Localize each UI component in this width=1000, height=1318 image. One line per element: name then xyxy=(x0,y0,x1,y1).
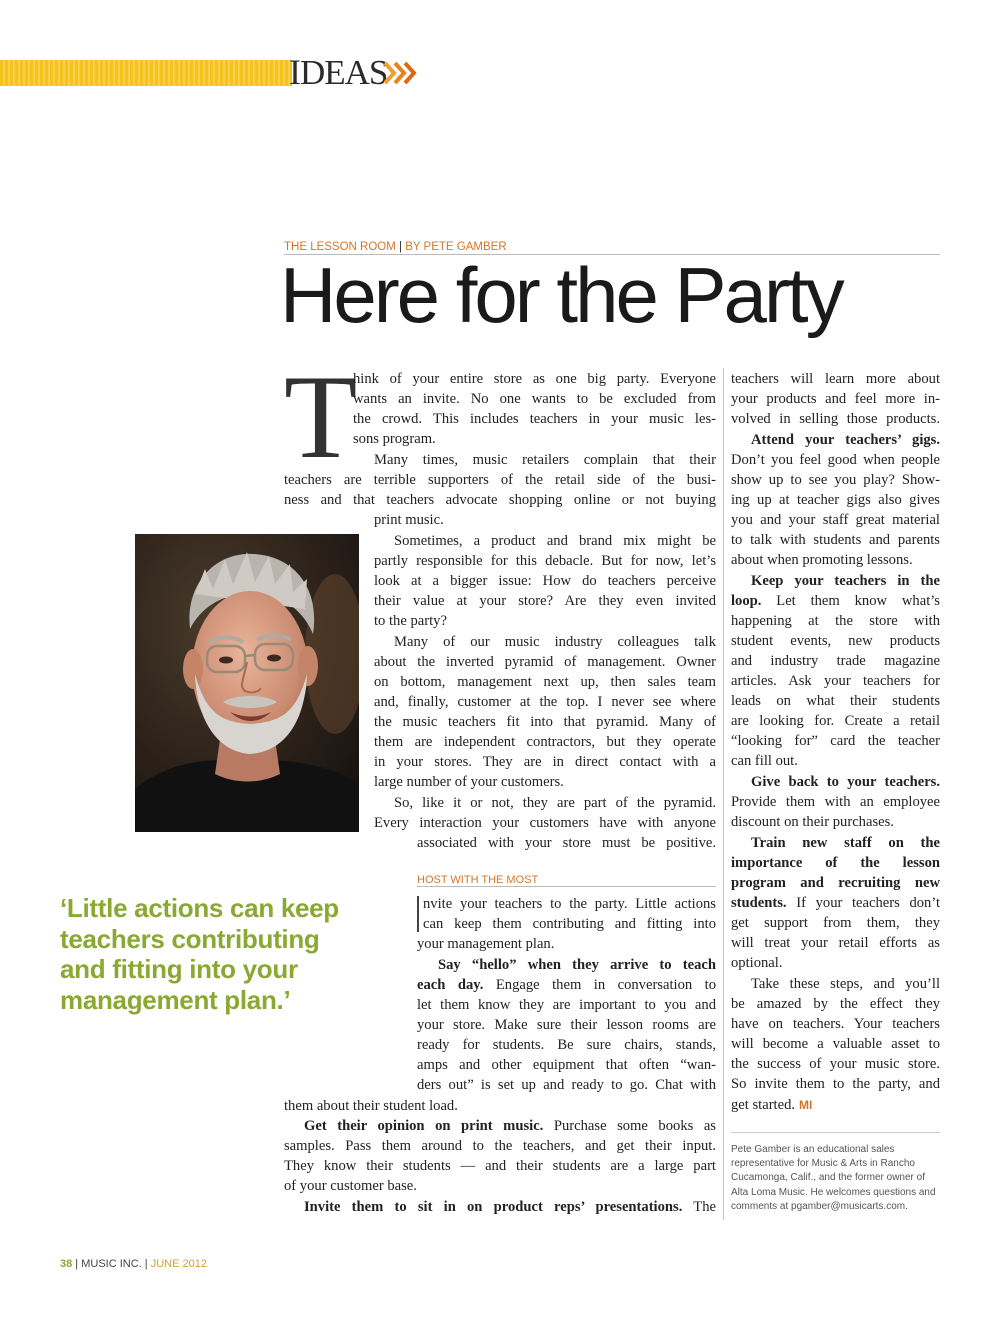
text-line: the success of your music store. xyxy=(731,1056,940,1072)
text-line: Attend your teachers’ gigs. xyxy=(751,432,940,448)
text-line: students. If your teachers don’t xyxy=(731,895,940,911)
text-line: let them know they are important to you and xyxy=(417,997,716,1013)
chevrons-icon xyxy=(383,60,423,86)
text-line: to talk with students and parents xyxy=(731,532,940,548)
bio-divider xyxy=(731,1132,940,1133)
drop-cap: T xyxy=(284,350,358,483)
text-line: leads on what their students xyxy=(731,693,940,709)
text-line: Sometimes, a product and brand mix might be xyxy=(394,533,716,549)
text-line: ness and that teachers advocate shopping online or not buying xyxy=(284,492,716,508)
text-line: on bottom, management next up, then sales team xyxy=(374,674,716,690)
subhead-divider xyxy=(417,886,716,887)
pull-quote-line: ‘Little actions can keep xyxy=(60,893,339,923)
author-bio xyxy=(731,1143,946,1214)
text-line: loop. Let them know what’s xyxy=(731,593,940,609)
text-line: teachers are terrible supporters of the retail side of the busi- xyxy=(284,472,716,488)
text-line: samples. Pass them around to the teachers, and get their input. xyxy=(284,1138,716,1154)
text-line: They know their students — and their students are a large part xyxy=(284,1158,716,1174)
drop-cap-bar xyxy=(417,896,419,932)
text-line: each day. Engage them in conversation to xyxy=(417,977,716,993)
text-line: hink of your entire store as one big party. Everyone xyxy=(353,371,716,387)
page-footer: 38 | MUSIC INC. | JUNE 2012 xyxy=(60,1258,207,1270)
text-line: get support from them, they xyxy=(731,915,940,931)
text-line: Say “hello” when they arrive to teach xyxy=(438,957,716,973)
text-line: will become a valuable asset to xyxy=(731,1036,940,1052)
text-line: can fill out. xyxy=(731,753,798,769)
text-line: have on teachers. Your teachers xyxy=(731,1016,940,1032)
text-line: program and recruiting new xyxy=(731,875,940,891)
magazine-name: MUSIC INC. xyxy=(81,1258,142,1270)
text-line: sons program. xyxy=(353,431,436,447)
pull-quote-line: and fitting into your xyxy=(60,954,298,984)
text-line: Many of our music industry colleagues talk xyxy=(394,634,716,650)
bio-line: Cucamonga, Calif., and the former owner of xyxy=(731,1172,925,1184)
text-line: the music teachers fit into that pyramid. Many of xyxy=(374,714,716,730)
text-line: student events, new products xyxy=(731,633,940,649)
text-line: get started. MI xyxy=(731,1097,813,1113)
text-line: can keep them contributing and fitting into xyxy=(423,916,716,932)
text-line: them about their student load. xyxy=(284,1098,458,1114)
text-line: ing up at teacher gigs also gives xyxy=(731,492,940,508)
text-line: are looking for. Create a retail xyxy=(731,713,940,729)
text-line: importance of the lesson xyxy=(731,855,940,871)
text-line: ders out” is set up and ready to go. Chat with xyxy=(417,1077,716,1093)
text-line: Give back to your teachers. xyxy=(751,774,940,790)
bio-line: representative for Music & Arts in Rancho xyxy=(731,1158,915,1170)
text-line: nvite your teachers to the party. Little actions xyxy=(423,896,716,912)
text-line: in your stores. They are in direct contact with a xyxy=(374,754,716,770)
end-mark: MI xyxy=(799,1098,813,1112)
pull-quote xyxy=(60,893,390,1015)
article-title: Here for the Party xyxy=(280,251,842,339)
text-line: articles. Ask your teachers for xyxy=(731,673,940,689)
text-line: print music. xyxy=(374,512,444,528)
article-kicker: THE LESSON ROOM | BY PETE GAMBER xyxy=(284,241,507,253)
text-line: Take these steps, and you’ll xyxy=(751,976,940,992)
section-logo: IDEAS xyxy=(289,52,388,92)
text-line: look at a bigger issue: How do teachers perceive xyxy=(374,573,716,589)
column-divider xyxy=(723,368,724,1220)
text-line: and industry trade magazine xyxy=(731,653,940,669)
bio-line: Alta Loma Music. He welcomes questions and xyxy=(731,1186,936,1198)
text-line: Every interaction your customers have with anyone xyxy=(374,815,716,831)
text-line: to the party? xyxy=(374,613,447,629)
text-line: about when promoting lessons. xyxy=(731,552,913,568)
column-name: THE LESSON ROOM xyxy=(284,241,396,253)
text-line: partly responsible for this debacle. But for now, let’s xyxy=(374,553,716,569)
text-line: happening at the store with xyxy=(731,613,940,629)
text-line: be amazed by the effect they xyxy=(731,996,940,1012)
text-line: your management plan. xyxy=(417,936,555,952)
text-line: them are independent contractors, but they operate xyxy=(374,734,716,750)
text-line: associated with your store must be positive. xyxy=(417,835,716,851)
text-line: Many times, music retailers complain that their xyxy=(374,452,716,468)
text-line: volved in selling those products. xyxy=(731,411,940,427)
text-line: your products and feel more in- xyxy=(731,391,940,407)
text-line: optional. xyxy=(731,955,783,971)
text-line: show up to see you play? Show- xyxy=(731,472,940,488)
page-number: 38 xyxy=(60,1258,73,1270)
text-line: discount on their purchases. xyxy=(731,814,894,830)
issue-date: JUNE 2012 xyxy=(150,1258,207,1270)
text-line: large number of your customers. xyxy=(374,774,564,790)
text-line: Get their opinion on print music. Purchase some books as xyxy=(304,1118,716,1134)
text-line: their value at your store? Are they even invited xyxy=(374,593,716,609)
text-line: So invite them to the party, and xyxy=(731,1076,940,1092)
text-line: So, like it or not, they are part of the pyramid. xyxy=(394,795,716,811)
text-line: wants an invite. No one wants to be excluded from xyxy=(353,391,716,407)
byline: BY PETE GAMBER xyxy=(405,241,507,253)
bio-line: Pete Gamber is an educational sales xyxy=(731,1144,895,1155)
header-color-band xyxy=(0,60,292,86)
text-line: of your customer base. xyxy=(284,1178,417,1194)
text-line: Provide them with an employee xyxy=(731,794,940,810)
text-line: Don’t you feel good when people xyxy=(731,452,940,468)
bio-line: comments at pgamber@musicarts.com. xyxy=(731,1200,908,1212)
text-line: Keep your teachers in the xyxy=(751,573,940,589)
subhead: HOST WITH THE MOST xyxy=(417,874,539,886)
author-photo xyxy=(135,534,359,832)
text-line: Train new staff on the xyxy=(751,835,940,851)
text-line: will treat your retail efforts as xyxy=(731,935,940,951)
text-line: about the inverted pyramid of management. Owner xyxy=(374,654,716,670)
text-line: teachers will learn more about xyxy=(731,371,940,387)
text-line: the crowd. This includes teachers in your music les- xyxy=(353,411,716,427)
text-line: “looking for” card the teacher xyxy=(731,733,940,749)
text-line: amps and other equipment that often “wan- xyxy=(417,1057,716,1073)
text-line: ready for students. Be sure chairs, stands, xyxy=(417,1037,716,1053)
text-line: your store. Make sure their lesson rooms are xyxy=(417,1017,716,1033)
pull-quote-line: teachers contributing xyxy=(60,923,320,954)
text-line: and, finally, customer at the top. I never see where xyxy=(374,694,716,710)
pull-quote-line: management plan.’ xyxy=(60,984,291,1015)
text-line: you and your staff great material xyxy=(731,512,940,528)
text-line: Invite them to sit in on product reps’ presentations. The xyxy=(304,1199,716,1215)
